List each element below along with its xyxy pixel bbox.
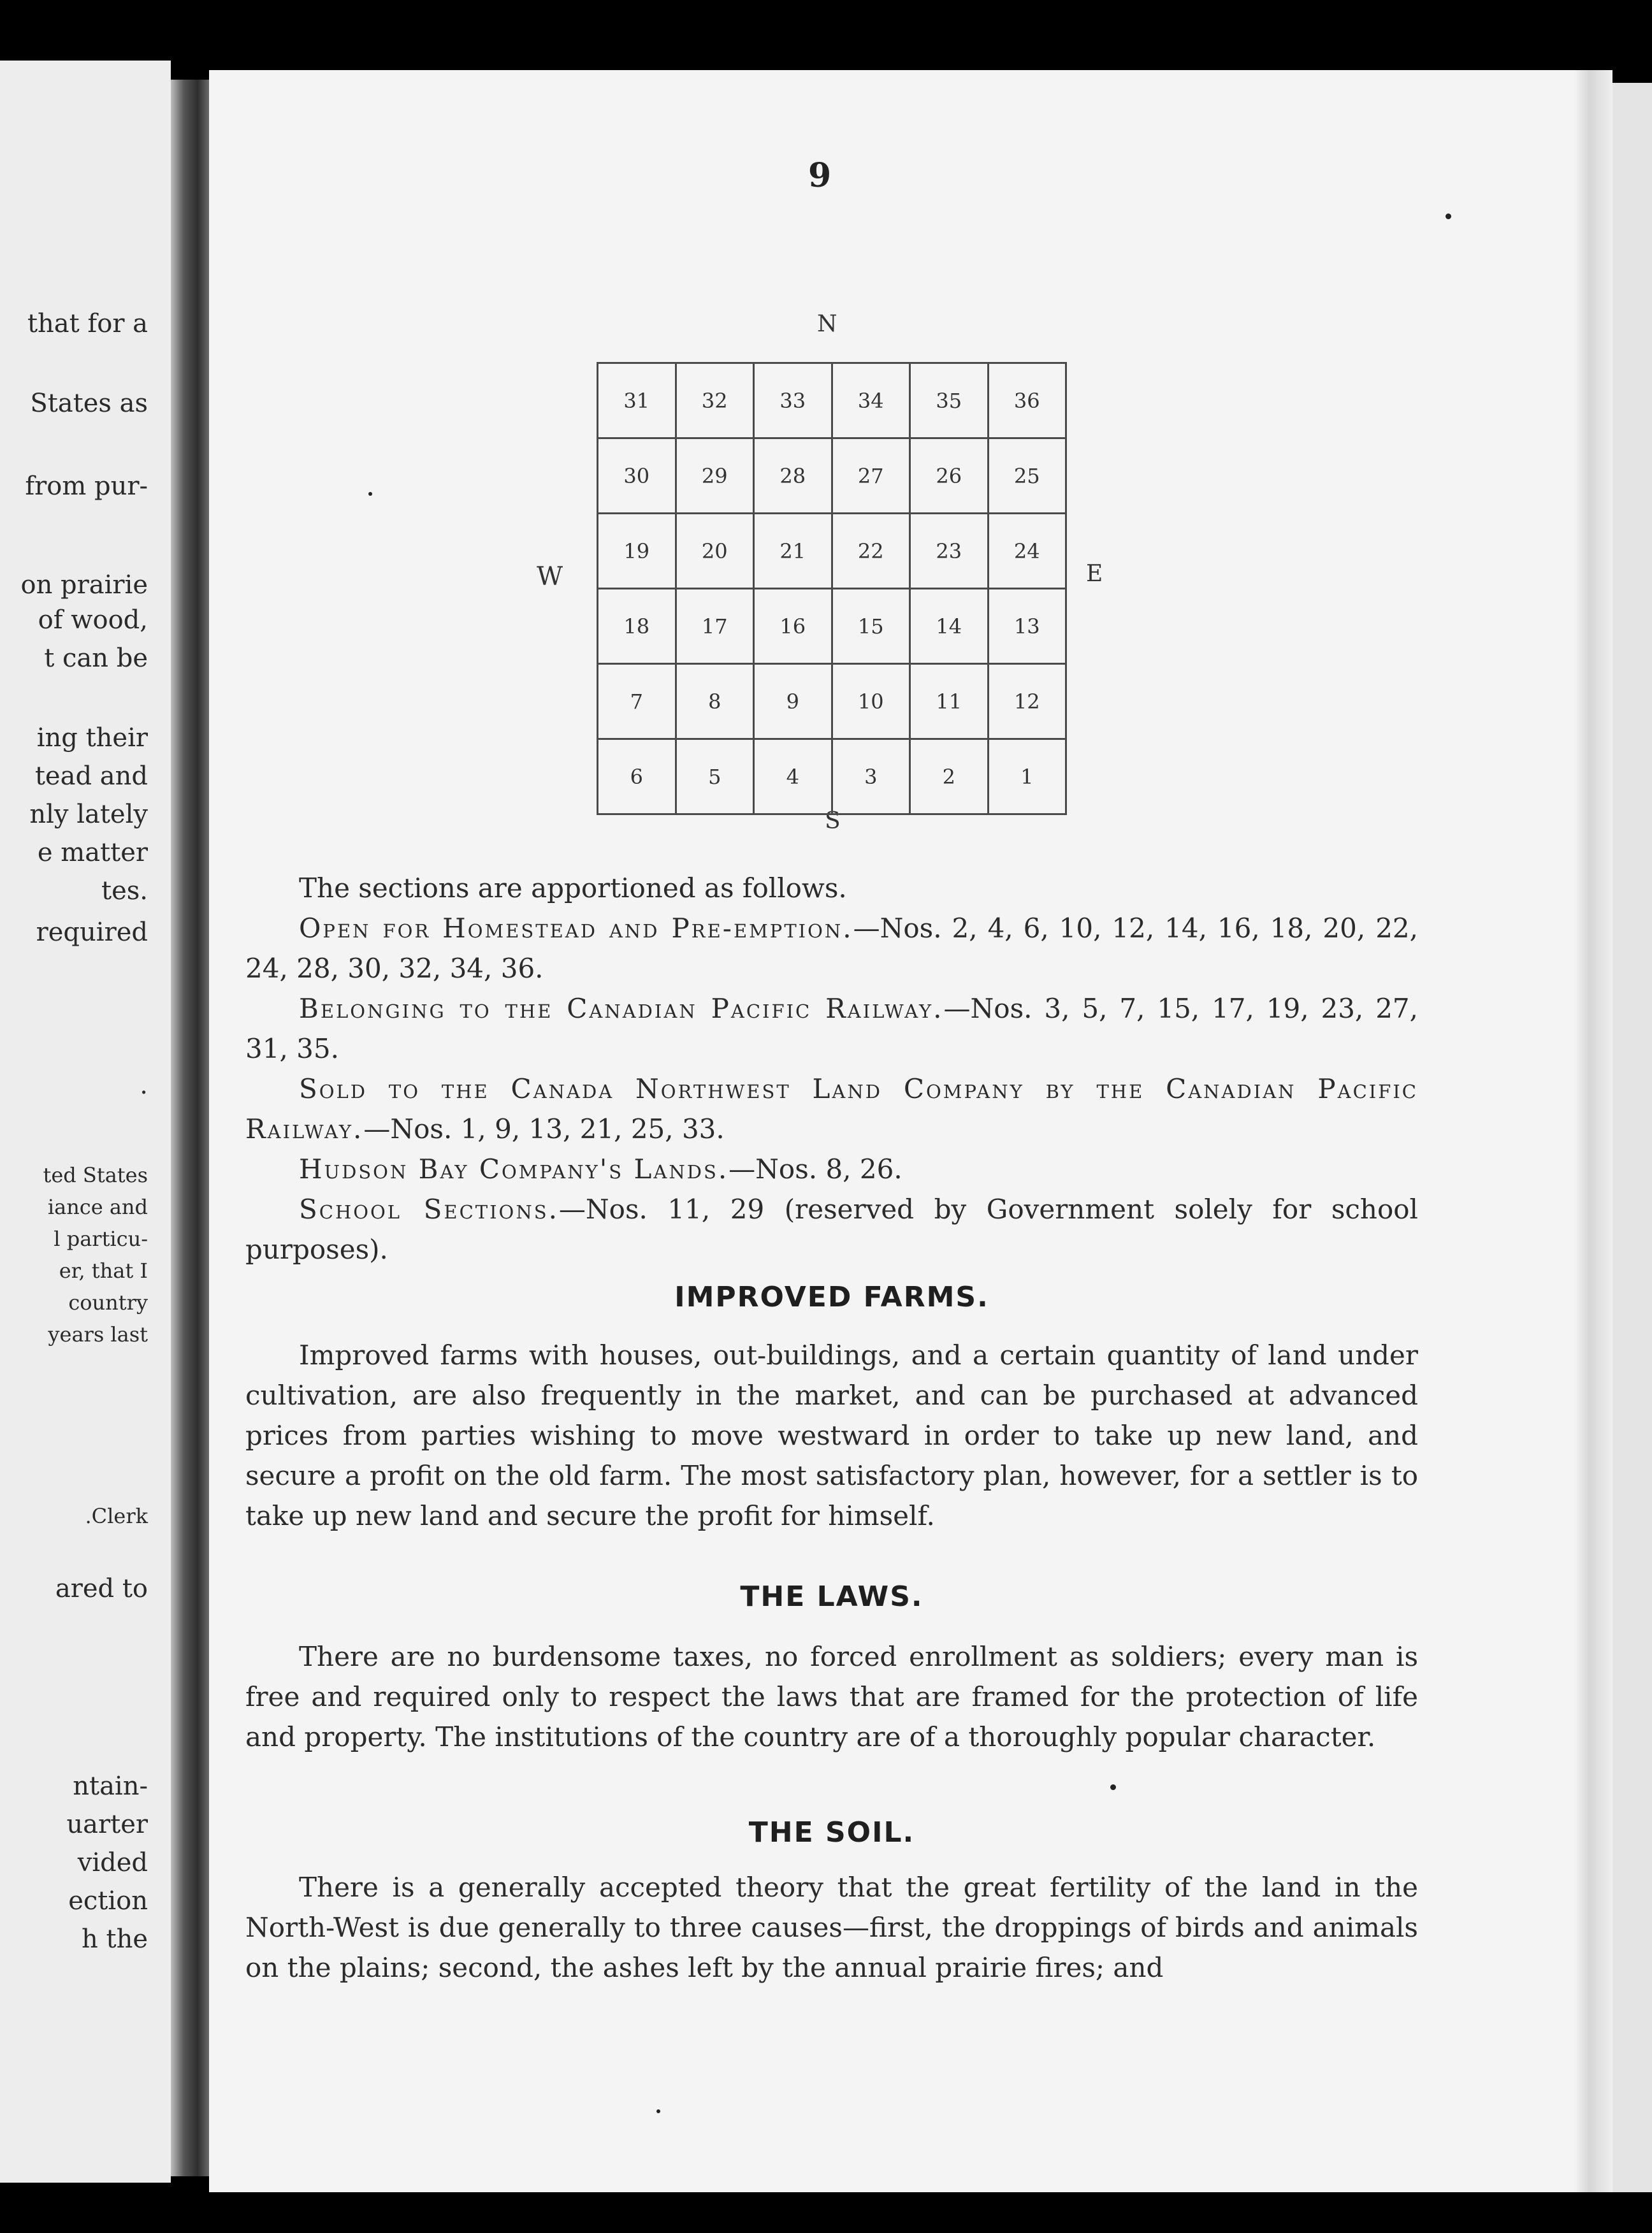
section-cell: 23 <box>910 514 989 589</box>
section-cell: 28 <box>754 438 832 514</box>
apportionment-list <box>245 868 1418 1269</box>
section-cell: 10 <box>832 664 910 739</box>
school-numbers: —Nos. 11, 29 (reserved by Government solely for school purposes). <box>245 1194 1418 1265</box>
grid-row <box>598 514 1066 589</box>
section-cell: 2 <box>910 739 989 814</box>
cpr-label: Belonging to the Canadian Pacific Railway. <box>299 993 944 1024</box>
compass-west: W <box>537 562 563 591</box>
section-cell: 32 <box>676 363 754 438</box>
grid-row <box>598 664 1066 739</box>
left-fragment: h the <box>82 1925 148 1954</box>
left-fragment: tead and <box>34 762 148 791</box>
cpr-numbers: —Nos. 3, 5, 7, 15, 17, 19, 23, 27, 31, 35. <box>245 993 1418 1064</box>
section-cell: 24 <box>988 514 1066 589</box>
left-fragment: country <box>68 1290 148 1315</box>
section-cell: 29 <box>676 438 754 514</box>
left-fragment: ted States <box>43 1163 148 1187</box>
compass-south: S <box>825 808 841 834</box>
grid-row <box>598 739 1066 814</box>
cnw-label: Sold to the Canada Northwest Land Company by the Canadian Pacific Railway. <box>245 1073 1418 1145</box>
left-fragment: nly lately <box>29 800 148 829</box>
section-cell: 36 <box>988 363 1066 438</box>
left-facing-page <box>0 61 171 2183</box>
homestead-label: Open for Homestead and Pre-emption. <box>299 913 853 944</box>
left-fragment: l particu- <box>54 1227 148 1251</box>
book-gutter <box>171 80 209 2176</box>
left-fragment: ing their <box>36 723 148 753</box>
ink-speck <box>1446 213 1451 219</box>
left-fragment: of wood, <box>38 605 148 635</box>
left-fragment: e matter <box>37 838 148 867</box>
section-cell: 15 <box>832 589 910 664</box>
section-cell: 8 <box>676 664 754 739</box>
section-cell: 5 <box>676 739 754 814</box>
left-fragment: that for a <box>27 309 148 338</box>
section-cell: 6 <box>598 739 676 814</box>
section-cell: 25 <box>988 438 1066 514</box>
section-cell: 1 <box>988 739 1066 814</box>
hbc-label: Hudson Bay Company's Lands. <box>299 1153 729 1185</box>
section-cell: 19 <box>598 514 676 589</box>
the-soil-heading: THE SOIL. <box>748 1816 915 1849</box>
grid-row <box>598 363 1066 438</box>
left-fragment: years last <box>48 1322 148 1347</box>
the-laws-section <box>245 1637 1418 1757</box>
apportionment-homestead <box>245 908 1418 988</box>
left-fragment: uarter <box>66 1810 148 1839</box>
left-fragment: t can be <box>44 644 148 673</box>
section-cell: 7 <box>598 664 676 739</box>
section-cell: 17 <box>676 589 754 664</box>
township-section-grid <box>597 362 1067 815</box>
section-cell: 14 <box>910 589 989 664</box>
section-cell: 13 <box>988 589 1066 664</box>
section-cell: 27 <box>832 438 910 514</box>
ink-speck <box>656 2109 660 2113</box>
section-cell: 31 <box>598 363 676 438</box>
the-laws-heading: THE LAWS. <box>740 1580 924 1613</box>
left-fragment: from pur- <box>25 472 148 501</box>
compass-north: N <box>817 311 837 337</box>
left-fragment: iance and <box>47 1195 148 1219</box>
left-fragment: ection <box>68 1886 148 1916</box>
school-label: School Sections. <box>299 1194 559 1225</box>
section-cell: 33 <box>754 363 832 438</box>
section-cell: 30 <box>598 438 676 514</box>
grid-row <box>598 438 1066 514</box>
section-cell: 16 <box>754 589 832 664</box>
the-soil-section <box>245 1867 1418 1988</box>
left-fragment: . <box>140 1071 148 1100</box>
left-fragment: ared to <box>55 1574 148 1603</box>
section-cell: 34 <box>832 363 910 438</box>
section-cell: 3 <box>832 739 910 814</box>
apportionment-school <box>245 1189 1418 1269</box>
section-cell: 35 <box>910 363 989 438</box>
section-cell: 18 <box>598 589 676 664</box>
left-fragment: .Clerk <box>85 1504 148 1528</box>
left-fragment: required <box>36 918 148 947</box>
apportionment-hbc <box>245 1149 1418 1189</box>
improved-farms-section <box>245 1335 1418 1536</box>
apportionment-cnw <box>245 1069 1418 1149</box>
grid-row <box>598 589 1066 664</box>
left-fragment: ntain- <box>73 1772 148 1801</box>
improved-farms-heading: IMPROVED FARMS. <box>674 1281 989 1313</box>
section-cell: 21 <box>754 514 832 589</box>
section-cell: 9 <box>754 664 832 739</box>
ink-speck <box>1110 1784 1116 1790</box>
next-page-edge <box>1612 83 1652 2192</box>
the-laws-body: There are no burdensome taxes, no forced enrollment as soldiers; every man is free and required only to respect the laws that are framed for the protection of life and property. The institutions of the country are of a thoroughly popular character. <box>245 1641 1418 1752</box>
section-cell: 26 <box>910 438 989 514</box>
left-fragment: er, that I <box>59 1259 148 1283</box>
section-cell: 22 <box>832 514 910 589</box>
section-cell: 20 <box>676 514 754 589</box>
hbc-numbers: —Nos. 8, 26. <box>728 1153 902 1185</box>
left-fragment: States as <box>30 389 148 418</box>
improved-farms-body: Improved farms with houses, out-buildings, and a certain quantity of land under cultivation, are also frequently in the market, and can be purchased at advanced prices from parties wishing to move westward in order to take up new land, and secure a profit on the old farm. The most satisfactory plan, however, for a settler is to take up new land and secure the profit for himself. <box>245 1340 1418 1531</box>
apportionment-intro: The sections are apportioned as follows. <box>299 872 847 904</box>
left-fragment: vided <box>77 1848 148 1877</box>
left-fragment: on prairie <box>20 570 148 600</box>
compass-east: E <box>1086 561 1103 587</box>
left-fragment: tes. <box>101 876 148 906</box>
ink-speck <box>368 492 372 496</box>
section-cell: 11 <box>910 664 989 739</box>
section-cell: 12 <box>988 664 1066 739</box>
homestead-numbers: —Nos. 2, 4, 6, 10, 12, 14, 16, 18, 20, 22, 24, 28, 30, 32, 34, 36. <box>245 913 1418 984</box>
page-edge-shadow <box>1574 70 1612 2192</box>
apportionment-cpr <box>245 988 1418 1069</box>
section-cell: 4 <box>754 739 832 814</box>
page-number: 9 <box>808 156 832 195</box>
cnw-numbers: —Nos. 1, 9, 13, 21, 25, 33. <box>363 1113 725 1145</box>
the-soil-body: There is a generally accepted theory that the great fertility of the land in the North-West is due generally to three causes—first, the droppings of birds and animals on the plains; second, the ashes left by the annual prairie fires; and <box>245 1872 1418 1983</box>
